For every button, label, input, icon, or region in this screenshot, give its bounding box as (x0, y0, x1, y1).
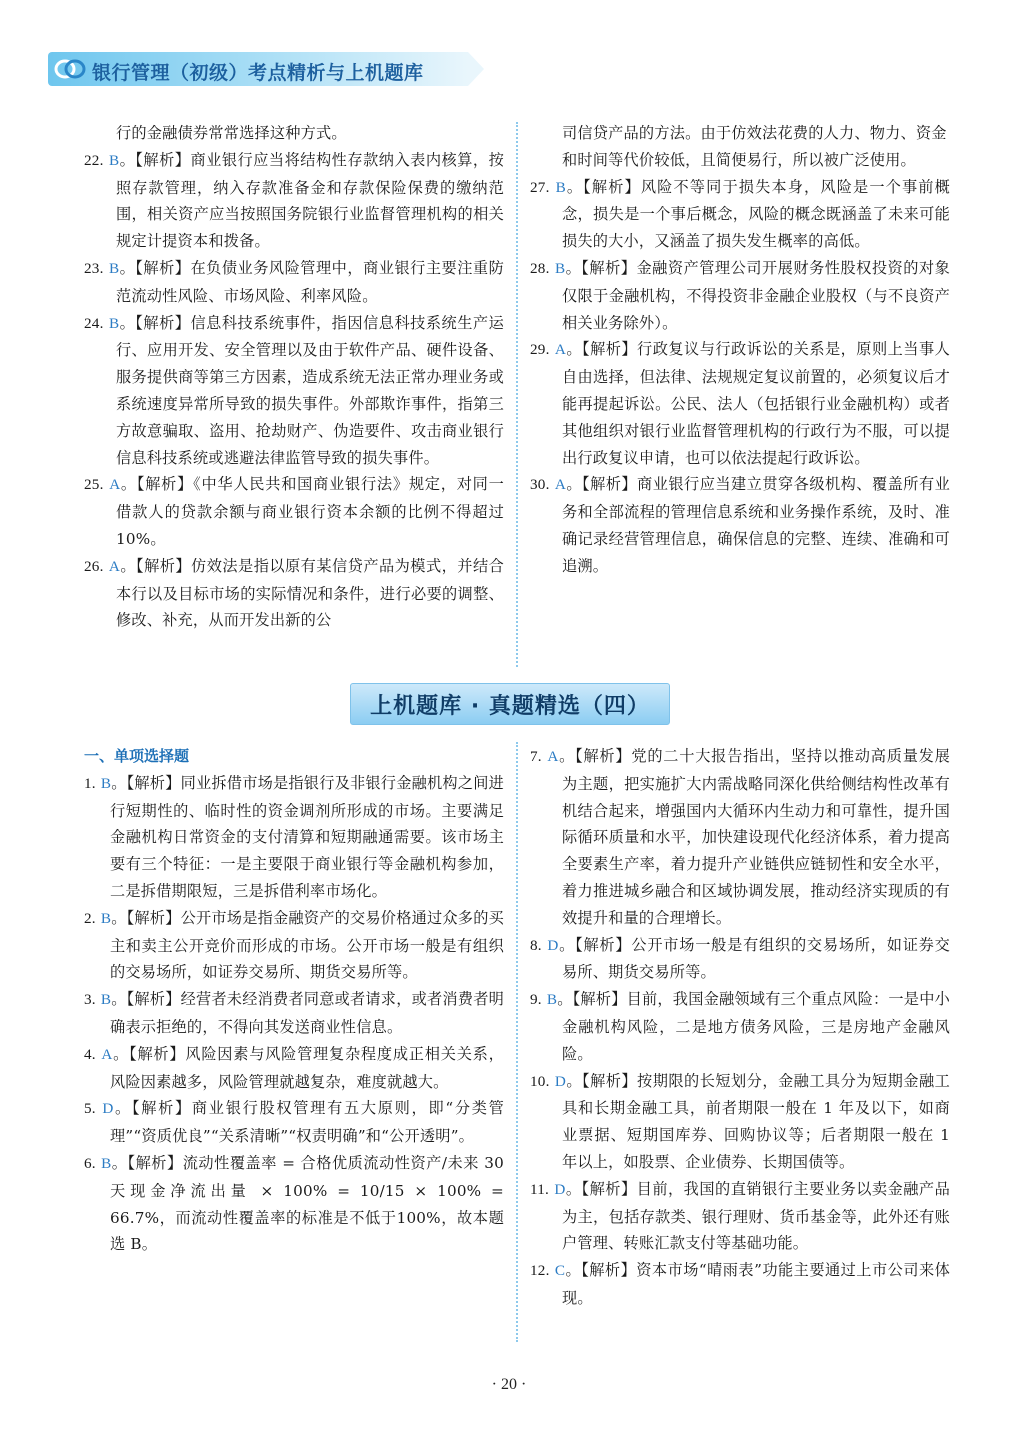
answer-letter: B (108, 259, 120, 277)
answer-item (84, 1095, 504, 1150)
answer-letter: B (108, 314, 120, 332)
answer-item (530, 932, 950, 987)
answer-item (530, 1257, 950, 1312)
question-number: 11. (530, 1180, 550, 1198)
section-banner (350, 683, 670, 725)
continued-text: 行的金融债券常常选择这种方式。 (116, 124, 347, 142)
column-divider-top (516, 122, 518, 667)
answer-item (84, 255, 504, 310)
explanation-text: 。【解析】金融资产管理公司开展财务性股权投资的对象仅限于金融机构，不得投资非金融企业股权（与不良资产相关业务除外）。 (562, 258, 951, 332)
explanation-text: 。【解析】目前，我国的直销银行主要业务以卖金融产品为主，包括存款类、银行理财、货币基金等，此外还有账户管理、转账汇款支付等基础功能。 (562, 1179, 950, 1253)
answer-letter: B (554, 259, 566, 277)
book-logo-icon (54, 57, 86, 81)
answer-item (530, 336, 950, 471)
explanation-text: 。【解析】商业银行股权管理有五大原则，即“分类管理”“资质优良”“关系清晰”“权责明确”和“公开透明”。 (110, 1099, 505, 1146)
question-number: 3. (84, 991, 96, 1009)
answer-letter: B (555, 178, 566, 196)
answer-letter: A (101, 1045, 113, 1063)
question-number: 30. (530, 476, 550, 494)
answer-item (530, 471, 950, 579)
explanation-text: 。【解析】经营者未经消费者同意或者请求，或者消费者明确表示拒绝的，不得向其发送商业性信息。 (110, 990, 504, 1036)
answer-letter: A (554, 341, 567, 359)
explanation-text: 。【解析】公开市场一般是有组织的交易场所，如证券交易所、期货交易所等。 (558, 935, 950, 982)
explanation-text: 。【解析】商业银行应当将结构性存款纳入表内核算，按照存款管理，纳入存款准备金和存款保险保费的缴纳范围，相关资产应当按照国务院银行业监督管理机构的相关规定计提资本和拨备。 (116, 150, 505, 251)
answer-item (84, 553, 504, 634)
bottom-right-column (530, 743, 950, 1312)
running-header (48, 52, 468, 86)
explanation-text: 。【解析】商业银行应当建立贯穿各级机构、覆盖所有业务和全部流程的管理信息系统和业务操作系统，及时、准确记录经营管理信息，确保信息的完整、连续、准确和可追溯。 (562, 475, 951, 575)
question-number: 23. (84, 259, 104, 277)
answer-item (84, 1150, 504, 1258)
answer-letter: B (100, 774, 112, 792)
question-number: 5. (84, 1100, 96, 1118)
explanation-text: 。【解析】仿效法是指以原有某信贷产品为模式，并结合本行以及目标市场的实际情况和条件，进行必要的调整、修改、补充，从而开发出新的公 (116, 556, 505, 630)
explanation-text: 。【解析】《中华人民共和国商业银行法》规定，对同一借款人的贷款余额与商业银行资本余额的比例不得超过10%。 (116, 475, 504, 548)
answer-letter: D (554, 1180, 566, 1198)
answer-item (84, 147, 504, 255)
explanation-text: 。【解析】党的二十大报告指出，坚持以推动高质量发展为主题，把实施扩大内需战略同深化供给侧结构性改革有机结合起来，增强国内大循环内生动力和可靠性，提升国际循环质量和水平，加快建设现代化经济体系，着力提高全要素生产率，着力提升产业链供应链韧性和安全水平，着力推进城乡融合和区域协调发展，推动经济实现质的有效提升和量的合理增长。 (558, 747, 950, 927)
answer-item (84, 770, 504, 905)
explanation-text: 。【解析】在负债业务风险管理中，商业银行主要注重防范流动性风险、市场风险、利率风险。 (116, 258, 505, 305)
question-number: 25. (84, 476, 104, 494)
answer-item (84, 1041, 504, 1096)
answer-letter: D (102, 1100, 114, 1118)
explanation-text: 。【解析】流动性覆盖率 = 合格优质流动性资产/未来 30 天现金净流出量 × 100% = 10/15 × 100% = 66.7%，而流动性覆盖率的标准是不低于100%，故本题选 B。 (110, 1153, 504, 1254)
question-number: 6. (84, 1154, 96, 1172)
banner-title: 上机题库 · 真题精选（四） (370, 693, 650, 719)
explanation-text: 。【解析】同业拆借市场是指银行及非银行金融机构之间进行短期性的、临时性的资金调剂所形成的市场。主要满足金融机构日常资金的支付清算和短期融通需要。该市场主要有三个特征：一是主要限于商业银行等金融机构参加，二是拆借期限短，三是拆借利率市场化。 (110, 773, 504, 900)
continued-text: 司信贷产品的方法。由于仿效法花费的人力、物力、资金和时间等代价较低，且简便易行，所以被广泛使用。 (562, 124, 947, 169)
answer-item (530, 743, 950, 932)
question-number: 27. (530, 178, 550, 196)
question-number: 1. (84, 774, 96, 792)
top-right-column (530, 120, 950, 580)
question-number: 28. (530, 259, 550, 277)
explanation-text: 。【解析】风险因素与风险管理复杂程度成正相关关系，风险因素越多，风险管理就越复杂，难度就越大。 (110, 1044, 504, 1091)
answer-letter: D (547, 936, 559, 954)
question-number: 4. (84, 1045, 96, 1063)
answer-letter: D (554, 1072, 567, 1090)
answer-item (530, 255, 950, 336)
bottom-left-column (84, 743, 504, 1258)
explanation-text: 。【解析】目前，我国金融领域有三个重点风险：一是中小金融机构风险，二是地方债务风险，三是房地产金融风险。 (557, 990, 950, 1063)
answer-letter: A (108, 557, 121, 575)
question-number: 22. (84, 151, 104, 169)
answer-letter: A (547, 748, 559, 765)
answer-letter: B (546, 991, 558, 1009)
page-number: · 20 · (491, 1376, 527, 1393)
answer-letter: A (554, 476, 567, 494)
explanation-text: 。【解析】按期限的长短划分，金融工具分为短期金融工具和长期金融工具，前者期限一般在 1 年及以下，如商业票据、短期国库券、回购协议等；后者期限一般在 1 年以上，如股票、企业债券、长期国债等。 (562, 1071, 951, 1171)
question-number: 24. (84, 314, 104, 332)
explanation-text: 。【解析】行政复议与行政诉讼的关系是，原则上当事人自由选择，但法律、法规规定复议前置的，必须复议后才能再提起诉讼。公民、法人（包括银行业金融机构）或者其他组织对银行业监督管理机构的行政行为不服，可以提出行政复议申请，也可以依法提起行政诉讼。 (562, 340, 951, 467)
answer-letter: B (100, 909, 112, 927)
question-number: 10. (530, 1072, 550, 1090)
top-left-column (84, 120, 504, 634)
explanation-text: 。【解析】公开市场是指金融资产的交易价格通过众多的买主和卖主公开竞价而形成的市场。公开市场一般是有组织的交易场所，如证券交易所、期货交易所等。 (110, 908, 504, 982)
answer-letter: B (108, 151, 120, 169)
column-divider-bottom (516, 742, 518, 1342)
question-number: 26. (84, 557, 104, 575)
answer-item (530, 174, 950, 255)
answer-letter: A (109, 476, 121, 494)
section-heading: 一、单项选择题 (84, 747, 190, 765)
answer-item (530, 1068, 950, 1176)
question-number: 7. (530, 748, 542, 765)
explanation-text: 。【解析】资本市场“晴雨表”功能主要通过上市公司来体现。 (562, 1261, 950, 1307)
answer-item (84, 905, 504, 986)
question-number: 9. (530, 991, 542, 1009)
answer-item (530, 1176, 950, 1257)
question-number: 29. (530, 341, 550, 359)
header-title: 银行管理（初级）考点精析与上机题库 (92, 62, 424, 84)
answer-item (84, 310, 504, 472)
answer-item (84, 471, 504, 552)
question-number: 12. (530, 1262, 550, 1280)
question-number: 2. (84, 909, 96, 927)
explanation-text: 。【解析】信息科技系统事件，指因信息科技系统生产运行、应用开发、安全管理以及由于软件产品、硬件设备、服务提供商等第三方因素，造成系统无法正常办理业务或系统速度异常所导致的损失事件。外部欺诈事件，指第三方故意骗取、盗用、抢劫财产、伪造要件、攻击商业银行信息科技系统或逃避法律监管导致的损失事件。 (116, 313, 505, 467)
answer-letter: B (100, 991, 112, 1009)
answer-item (84, 986, 504, 1041)
answer-letter: B (101, 1154, 112, 1172)
question-number: 8. (530, 936, 542, 954)
explanation-text: 。【解析】风险不等同于损失本身，风险是一个事前概念，损失是一个事后概念，风险的概念既涵盖了未来可能损失的大小，又涵盖了损失发生概率的高低。 (562, 177, 951, 251)
answer-letter: C (554, 1262, 566, 1280)
answer-item (530, 986, 950, 1067)
